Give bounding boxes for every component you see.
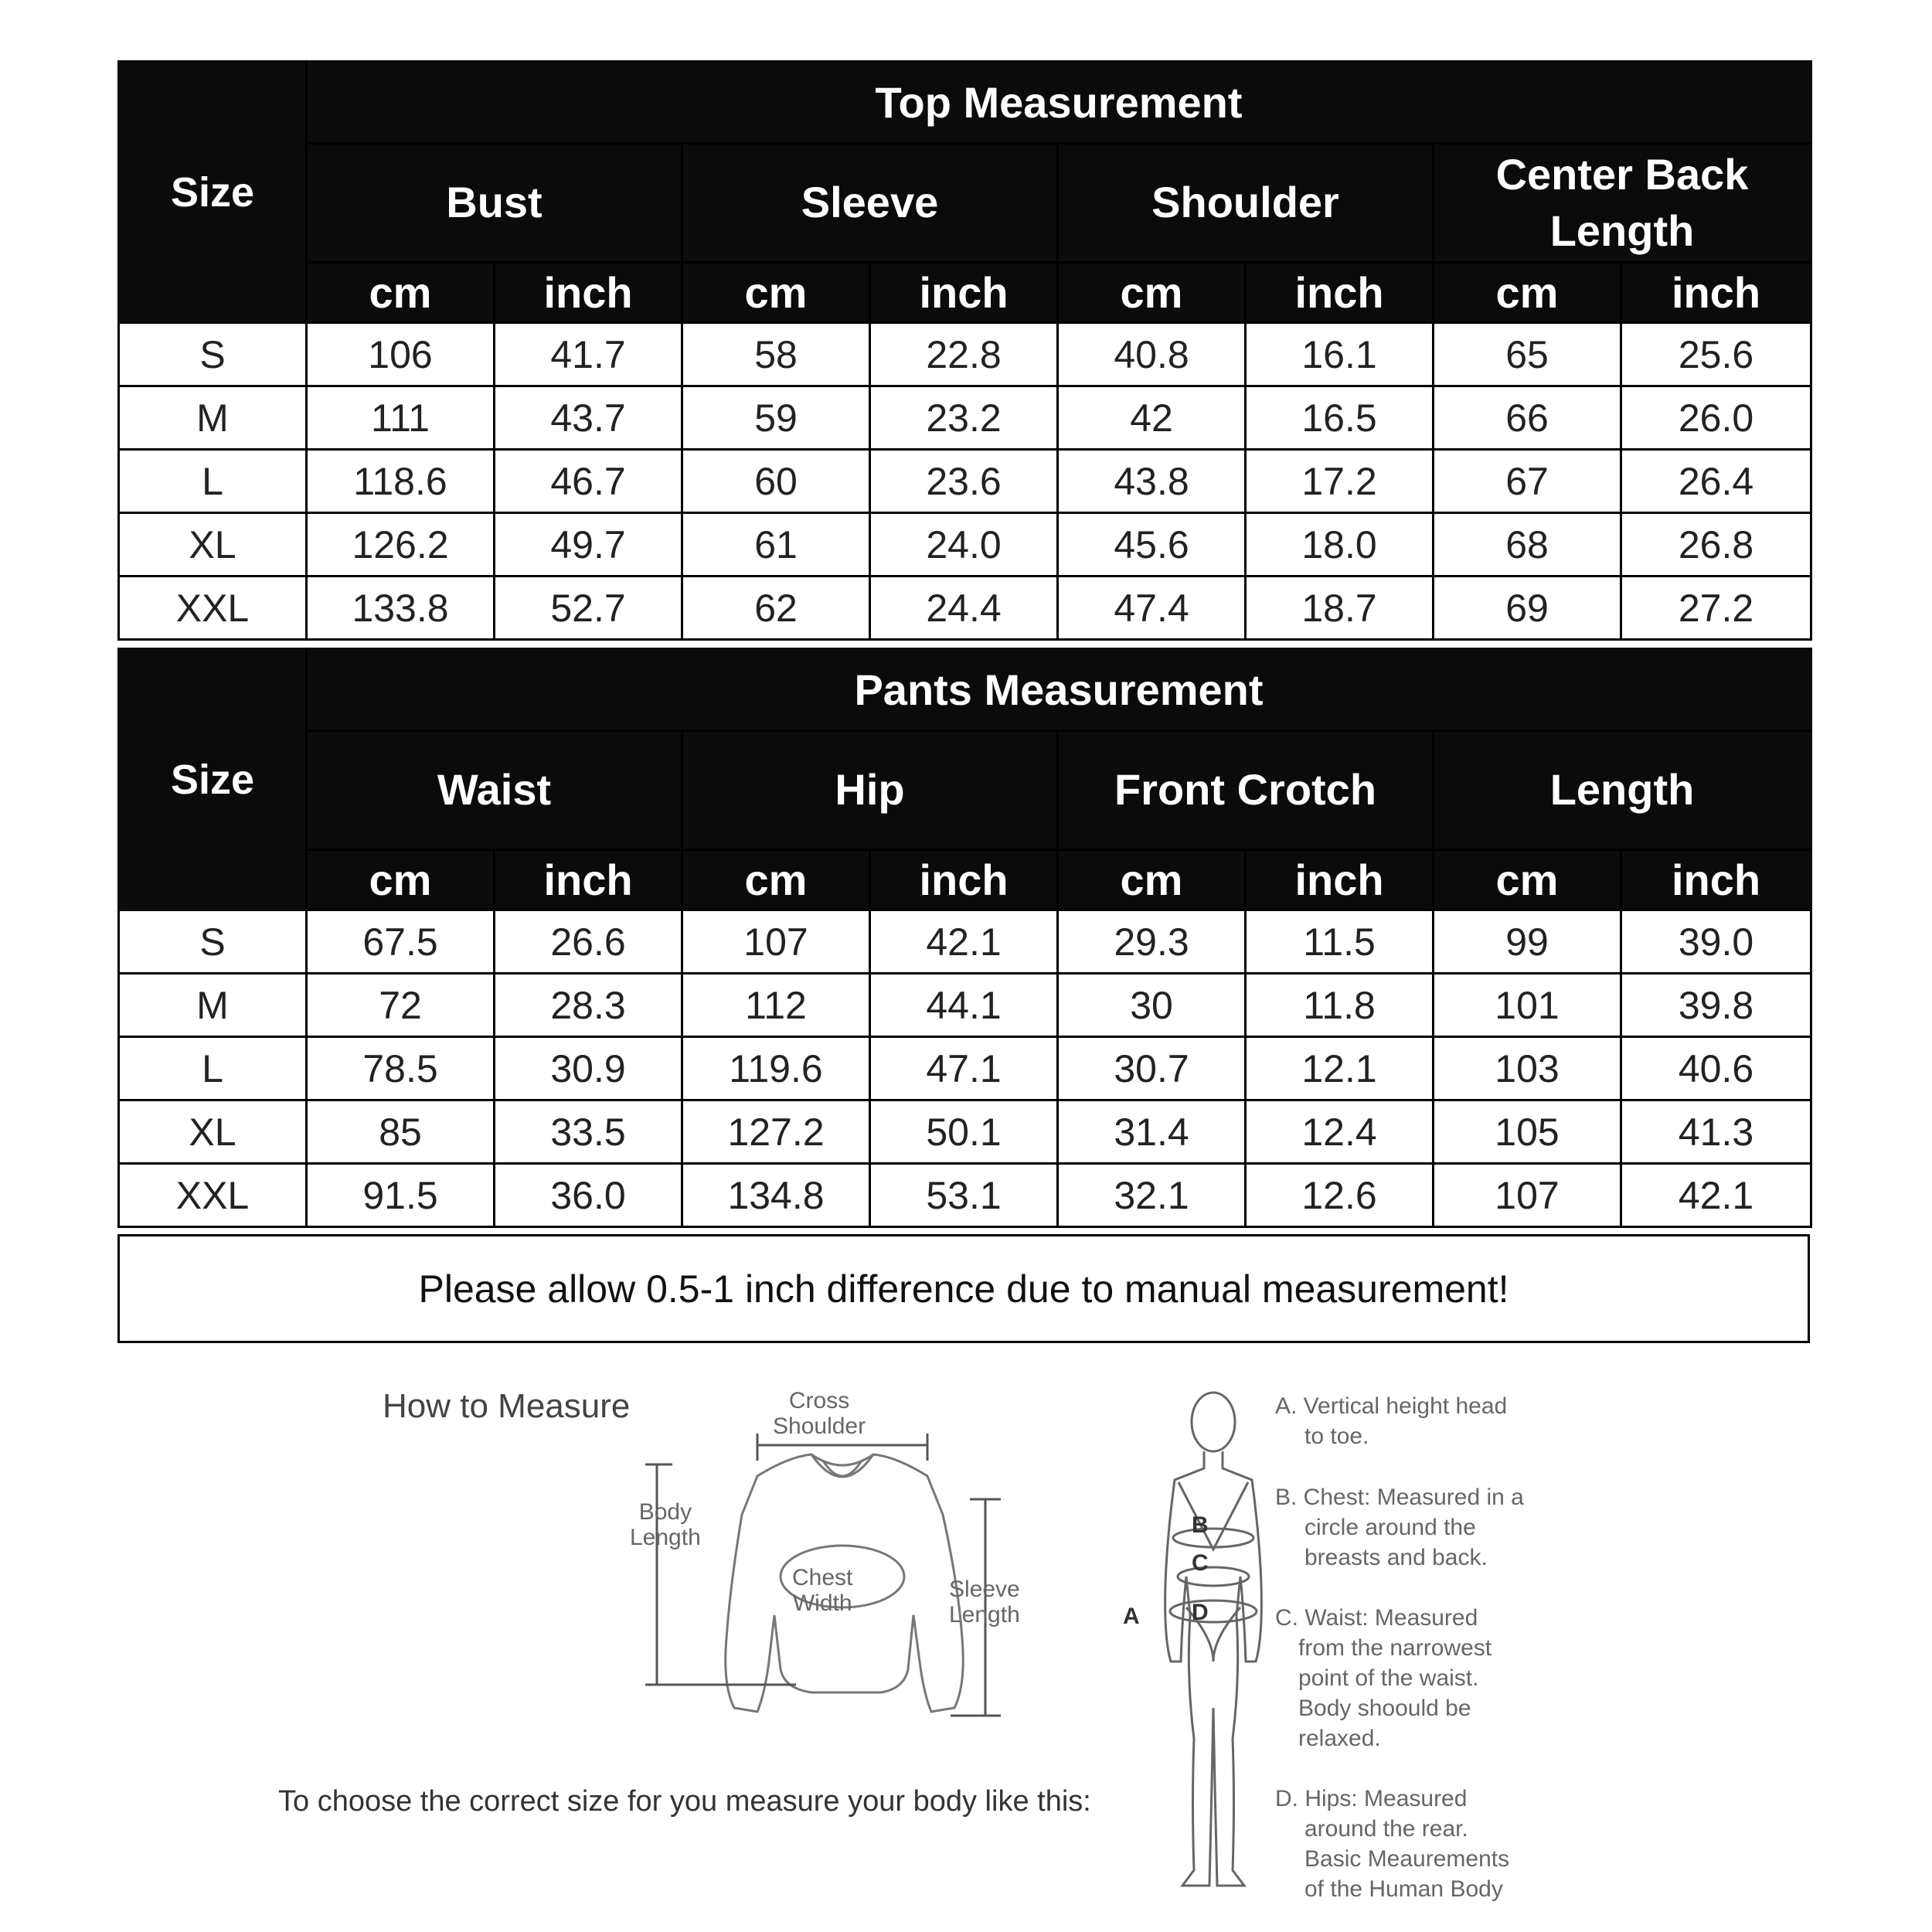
measurement-key-c: C. Waist: Measured from the narrowest point of the waist. Body shoould be relaxed. [1275, 1605, 1492, 1751]
value-cell: 103 [1434, 1037, 1621, 1100]
group-header: Length [1434, 731, 1811, 850]
size-cell: M [119, 386, 307, 450]
value-cell: 72 [307, 974, 495, 1037]
value-cell: 47.1 [870, 1037, 1058, 1100]
unit-header: cm [307, 850, 495, 910]
table-row [119, 513, 1811, 577]
unit-header: inch [495, 850, 682, 910]
value-cell: 24.0 [870, 513, 1058, 577]
cross-shoulder-label: Cross Shoulder [773, 1388, 866, 1439]
body-figure-diagram [1136, 1383, 1291, 1901]
value-cell: 112 [682, 974, 870, 1037]
value-cell: 25.6 [1621, 323, 1811, 386]
value-cell: 32.1 [1058, 1164, 1246, 1227]
size-cell: M [119, 974, 307, 1037]
group-header: Waist [307, 731, 682, 850]
size-cell: XL [119, 1100, 307, 1164]
unit-header: inch [495, 263, 682, 323]
value-cell: 39.8 [1621, 974, 1811, 1037]
top-measurement-table [117, 60, 1812, 641]
pants-measurement-table [117, 648, 1812, 1228]
value-cell: 59 [682, 386, 870, 450]
chest-width-label: Chest Width [792, 1565, 853, 1616]
value-cell: 45.6 [1058, 513, 1246, 577]
table-title: Top Measurement [307, 62, 1811, 144]
value-cell: 26.6 [495, 910, 682, 974]
value-cell: 40.6 [1621, 1037, 1811, 1100]
body-length-label: Body Length [630, 1499, 701, 1550]
value-cell: 107 [682, 910, 870, 974]
unit-header: cm [1058, 263, 1246, 323]
value-cell: 12.1 [1246, 1037, 1434, 1100]
value-cell: 18.7 [1246, 577, 1434, 640]
measure-instruction: To choose the correct size for you measure your body like this: [278, 1785, 1091, 1818]
value-cell: 126.2 [307, 513, 495, 577]
value-cell: 67 [1434, 450, 1621, 513]
value-cell: 17.2 [1246, 450, 1434, 513]
value-cell: 30 [1058, 974, 1246, 1037]
table-row [119, 577, 1811, 640]
value-cell: 42 [1058, 386, 1246, 450]
value-cell: 26.4 [1621, 450, 1811, 513]
body-letter-d: D [1192, 1600, 1209, 1625]
table-row [119, 1164, 1811, 1227]
size-cell: S [119, 323, 307, 386]
sleeve-length-label: Sleeve Length [949, 1577, 1020, 1628]
value-cell: 53.1 [870, 1164, 1058, 1227]
value-cell: 62 [682, 577, 870, 640]
value-cell: 99 [1434, 910, 1621, 974]
value-cell: 22.8 [870, 323, 1058, 386]
unit-header: inch [870, 263, 1058, 323]
value-cell: 30.9 [495, 1037, 682, 1100]
group-header: Bust [307, 144, 682, 263]
value-cell: 66 [1434, 386, 1621, 450]
table-row [119, 910, 1811, 974]
value-cell: 101 [1434, 974, 1621, 1037]
table-title: Pants Measurement [307, 649, 1811, 731]
value-cell: 36.0 [495, 1164, 682, 1227]
value-cell: 26.8 [1621, 513, 1811, 577]
table-row [119, 323, 1811, 386]
group-header: Sleeve [682, 144, 1058, 263]
measurement-note: Please allow 0.5-1 inch difference due to manual measurement! [117, 1234, 1810, 1343]
value-cell: 133.8 [307, 577, 495, 640]
value-cell: 41.3 [1621, 1100, 1811, 1164]
value-cell: 118.6 [307, 450, 495, 513]
value-cell: 134.8 [682, 1164, 870, 1227]
measurement-key-d: D. Hips: Measured around the rear. Basic Meaurements of the Human Body [1275, 1786, 1510, 1902]
value-cell: 11.5 [1246, 910, 1434, 974]
value-cell: 60 [682, 450, 870, 513]
unit-header: cm [307, 263, 495, 323]
table-row [119, 386, 1811, 450]
value-cell: 12.4 [1246, 1100, 1434, 1164]
unit-header: cm [682, 263, 870, 323]
value-cell: 106 [307, 323, 495, 386]
unit-header: cm [1434, 850, 1621, 910]
value-cell: 41.7 [495, 323, 682, 386]
value-cell: 43.8 [1058, 450, 1246, 513]
value-cell: 85 [307, 1100, 495, 1164]
value-cell: 105 [1434, 1100, 1621, 1164]
value-cell: 11.8 [1246, 974, 1434, 1037]
size-cell: XXL [119, 577, 307, 640]
value-cell: 68 [1434, 513, 1621, 577]
value-cell: 29.3 [1058, 910, 1246, 974]
body-letter-b: B [1192, 1512, 1209, 1538]
value-cell: 30.7 [1058, 1037, 1246, 1100]
value-cell: 44.1 [870, 974, 1058, 1037]
size-cell: XL [119, 513, 307, 577]
value-cell: 111 [307, 386, 495, 450]
body-letter-c: C [1192, 1550, 1209, 1576]
value-cell: 52.7 [495, 577, 682, 640]
value-cell: 78.5 [307, 1037, 495, 1100]
how-to-measure-title: How to Measure [383, 1387, 631, 1425]
value-cell: 50.1 [870, 1100, 1058, 1164]
value-cell: 42.1 [1621, 1164, 1811, 1227]
value-cell: 65 [1434, 323, 1621, 386]
value-cell: 26.0 [1621, 386, 1811, 450]
unit-header: inch [1246, 263, 1434, 323]
size-header: Size [119, 649, 307, 910]
value-cell: 16.1 [1246, 323, 1434, 386]
size-cell: L [119, 450, 307, 513]
value-cell: 47.4 [1058, 577, 1246, 640]
value-cell: 43.7 [495, 386, 682, 450]
value-cell: 24.4 [870, 577, 1058, 640]
value-cell: 16.5 [1246, 386, 1434, 450]
value-cell: 39.0 [1621, 910, 1811, 974]
value-cell: 46.7 [495, 450, 682, 513]
unit-header: inch [1621, 850, 1811, 910]
value-cell: 69 [1434, 577, 1621, 640]
value-cell: 42.1 [870, 910, 1058, 974]
size-cell: XXL [119, 1164, 307, 1227]
value-cell: 23.6 [870, 450, 1058, 513]
value-cell: 33.5 [495, 1100, 682, 1164]
value-cell: 58 [682, 323, 870, 386]
unit-header: inch [870, 850, 1058, 910]
group-header: Shoulder [1058, 144, 1434, 263]
unit-header: inch [1246, 850, 1434, 910]
size-cell: L [119, 1037, 307, 1100]
group-header: Hip [682, 731, 1058, 850]
value-cell: 28.3 [495, 974, 682, 1037]
value-cell: 23.2 [870, 386, 1058, 450]
value-cell: 40.8 [1058, 323, 1246, 386]
unit-header: inch [1621, 263, 1811, 323]
table-row [119, 1037, 1811, 1100]
table-row [119, 450, 1811, 513]
value-cell: 91.5 [307, 1164, 495, 1227]
value-cell: 107 [1434, 1164, 1621, 1227]
group-header: Front Crotch [1058, 731, 1434, 850]
value-cell: 12.6 [1246, 1164, 1434, 1227]
unit-header: cm [1058, 850, 1246, 910]
measurement-key-b: B. Chest: Measured in a circle around the breasts and back. [1275, 1485, 1524, 1570]
value-cell: 61 [682, 513, 870, 577]
value-cell: 31.4 [1058, 1100, 1246, 1164]
table-row [119, 974, 1811, 1037]
size-cell: S [119, 910, 307, 974]
value-cell: 67.5 [307, 910, 495, 974]
value-cell: 49.7 [495, 513, 682, 577]
unit-header: cm [1434, 263, 1621, 323]
value-cell: 127.2 [682, 1100, 870, 1164]
size-header: Size [119, 62, 307, 323]
group-header: Center Back Length [1434, 144, 1811, 263]
value-cell: 119.6 [682, 1037, 870, 1100]
table-row [119, 1100, 1811, 1164]
body-letter-a: A [1123, 1604, 1140, 1629]
unit-header: cm [682, 850, 870, 910]
measurement-key-a: A. Vertical height head to toe. [1275, 1393, 1508, 1449]
value-cell: 18.0 [1246, 513, 1434, 577]
value-cell: 27.2 [1621, 577, 1811, 640]
